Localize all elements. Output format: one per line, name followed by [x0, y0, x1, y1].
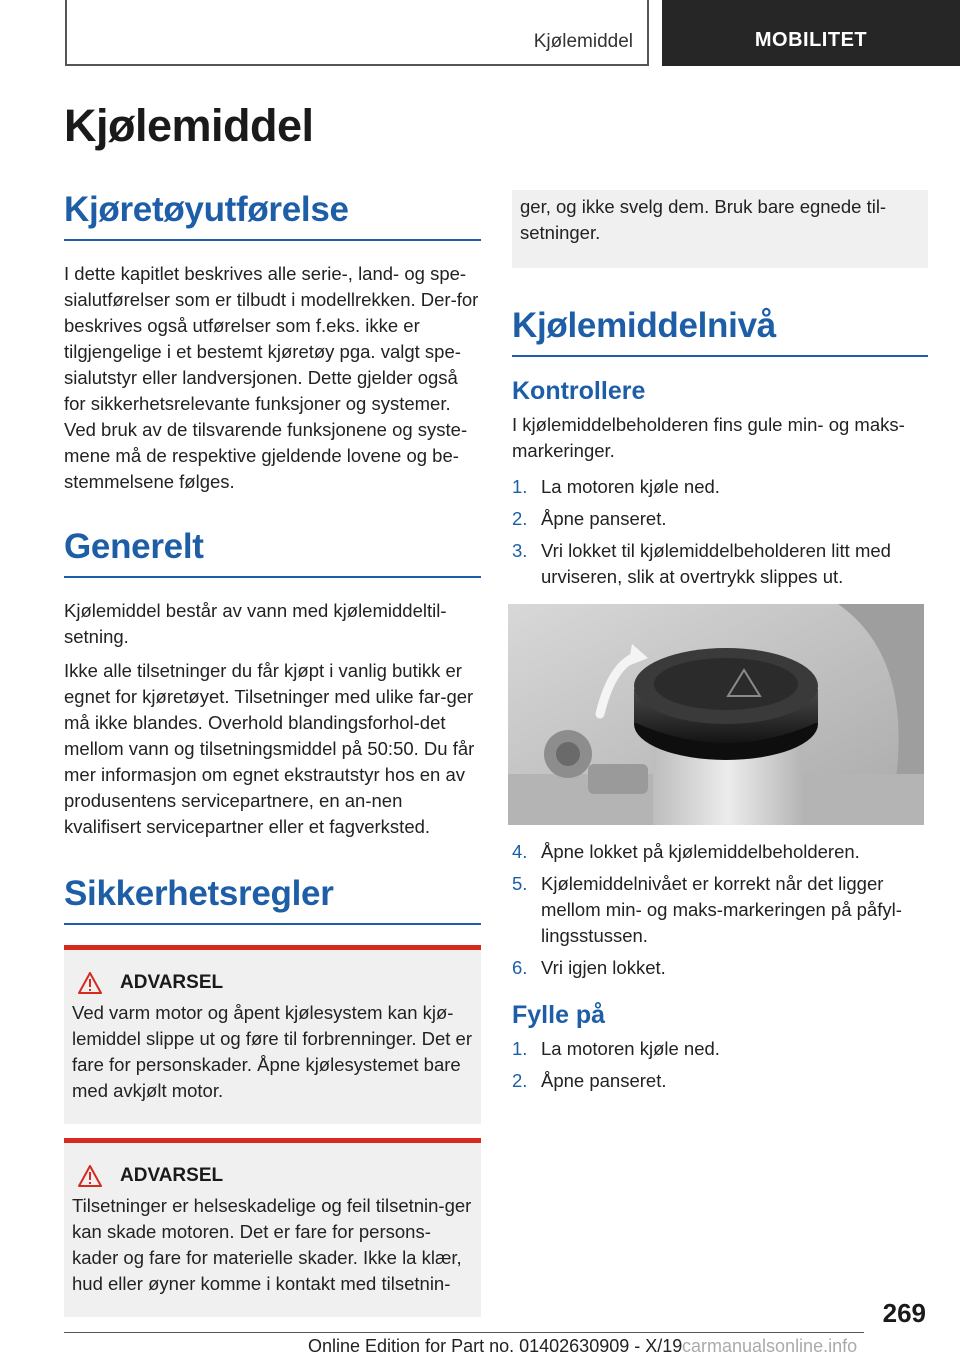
step-number: 3. [512, 540, 528, 561]
edition-text: Online Edition for Part no. 01402630909 - X/19 [308, 1336, 683, 1356]
paragraph-check: I kjølemiddelbeholderen fins gule min- og maks-markeringer. [512, 414, 905, 461]
warning-header [72, 972, 473, 994]
coolant-reservoir-cap-illustration [508, 604, 924, 825]
left-column [64, 190, 481, 1317]
warning-triangle-icon [78, 1165, 102, 1187]
list-item [512, 538, 928, 590]
step-number: 1. [512, 476, 528, 497]
warning-box-1 [64, 945, 481, 1124]
steps-refill [512, 1036, 928, 1094]
warning-triangle-icon [78, 972, 102, 994]
paragraph-vehicle-variant: I dette kapitlet beskrives alle serie-, land- og spe-sialutførelser som er tilbudt i modellrekken. Der-for beskrives også utførelser som f.eks. ikke er tilgjengelige i et bestemt kjøretøy pga. valgt spe-sialutstyr eller landversjonen. Dette gjelder også for sikkerhetsrelevante funksjoner og systemer. Ved bruk av de tilsvarende funksjonene og syste-mene må de respektive gjeldende lovene og be-stemmelsene følges. [64, 263, 479, 492]
header-section-box [65, 0, 649, 66]
page-number: 269 [882, 1298, 926, 1328]
warning-title: ADVARSEL [120, 972, 224, 993]
warning-continuation-text: ger, og ikke svelg dem. Bruk bare egnede til-setninger. [520, 196, 887, 243]
step-number: 5. [512, 873, 528, 894]
subheading-refill: Fylle på [512, 1001, 606, 1029]
steps-check-continued [512, 839, 928, 981]
step-number: 2. [512, 1070, 528, 1091]
heading-general: Generelt [64, 527, 481, 578]
page-header [0, 0, 960, 66]
step-text: Kjølemiddelnivået er korrekt når det ligger mellom min- og maks-markeringen på påfyl-lingsstussen. [541, 873, 902, 946]
watermark-text: carmanualsonline.info [682, 1336, 858, 1356]
step-text: Vri lokket til kjølemiddelbeholderen litt med urviseren, slik at overtrykk slippes ut. [541, 540, 891, 587]
list-item [512, 474, 928, 500]
step-number: 1. [512, 1038, 528, 1059]
coolant-cap-photo [508, 604, 924, 825]
step-text: Åpne panseret. [541, 1070, 667, 1091]
step-text: Åpne panseret. [541, 508, 667, 529]
step-number: 4. [512, 841, 528, 862]
page-title: Kjølemiddel [64, 100, 314, 151]
step-text: La motoren kjøle ned. [541, 1038, 720, 1059]
list-item [512, 955, 928, 981]
list-item [512, 1036, 928, 1062]
warning-text: Tilsetninger er helseskadelige og feil tilsetnin-ger kan skade motoren. Det er fare for persons-kader og fare for materielle skader. Ikke la klær, hud eller øyner komme i kontakt med tilsetnin- [72, 1195, 472, 1294]
header-chapter-tab: MOBILITET [662, 0, 960, 66]
footer-divider [64, 1332, 864, 1333]
warning-box-2 [64, 1138, 481, 1317]
list-item [512, 1068, 928, 1094]
list-item [512, 506, 928, 532]
warning-continuation-box [512, 190, 928, 268]
step-text: La motoren kjøle ned. [541, 476, 720, 497]
header-section-label: Kjølemiddel [533, 31, 633, 52]
step-text: Vri igjen lokket. [541, 957, 666, 978]
heading-coolant-level: Kjølemiddelnivå [512, 306, 928, 357]
warning-header [72, 1165, 473, 1187]
warning-text: Ved varm motor og åpent kjølesystem kan kjø-lemiddel slippe ut og føre til forbrenninger. Det er fare for personskader. Åpne kjølesystemet bare med avkjølt motor. [72, 1002, 473, 1101]
step-number: 6. [512, 957, 528, 978]
step-text: Åpne lokket på kjølemiddelbeholderen. [541, 841, 860, 862]
warning-title: ADVARSEL [120, 1165, 224, 1186]
step-number: 2. [512, 508, 528, 529]
list-item [512, 871, 928, 949]
heading-vehicle-variant: Kjøretøyutførelse [64, 190, 481, 241]
paragraph-general-2: Ikke alle tilsetninger du får kjøpt i vanlig butikk er egnet for kjøretøyet. Tilsetninger med ulike far-ger må ikke blandes. Overhold blandingsforhol-det mellom vann og tilsetningsmiddel på 50:50. Du får mer informasjon om egnet ekstrautstyr hos en av produsentens servicepartnere, en an-nen kvalifisert servicepartner eller et fagverksted. [64, 660, 475, 837]
list-item [512, 839, 928, 865]
steps-check [512, 474, 928, 590]
subheading-check: Kontrollere [512, 377, 646, 405]
heading-safety: Sikkerhetsregler [64, 874, 481, 925]
right-column [512, 190, 928, 1100]
paragraph-general-1: Kjølemiddel består av vann med kjølemiddeltil-setning. [64, 600, 447, 647]
